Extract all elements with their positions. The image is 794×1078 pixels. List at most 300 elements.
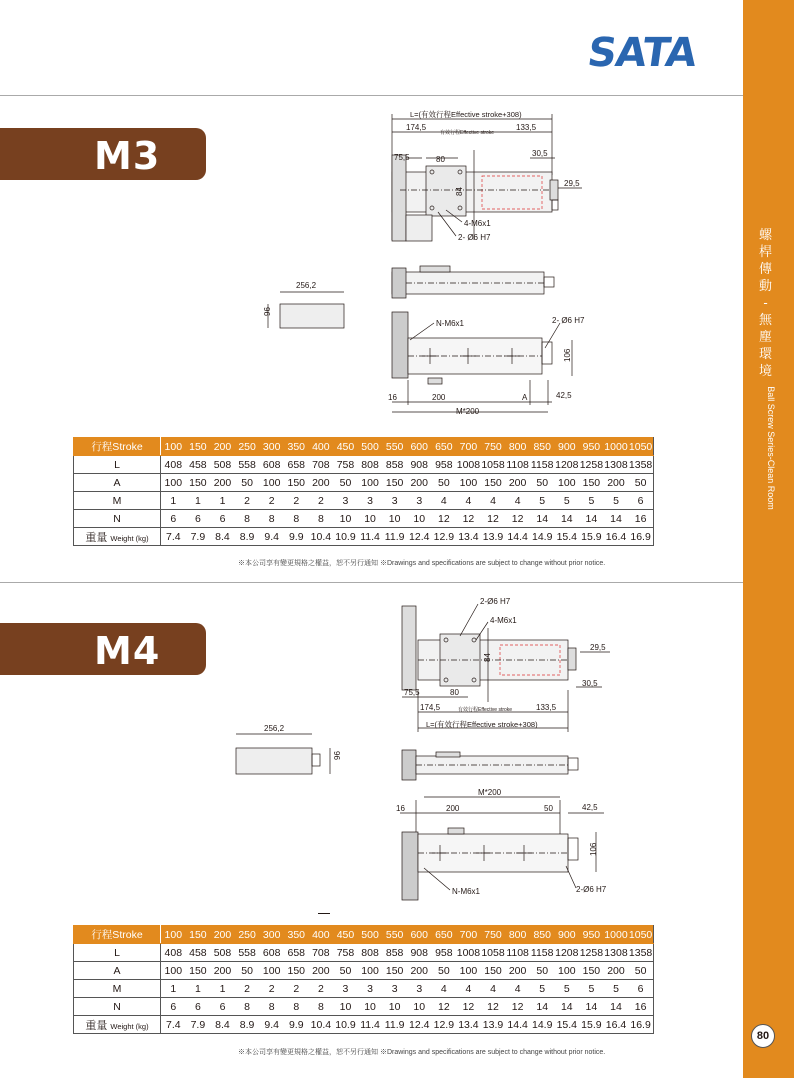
table-cell: 13.9 — [481, 528, 506, 546]
table-cell: 1058 — [481, 456, 506, 474]
hole-pin: 2-Ø6 H7 — [480, 597, 511, 606]
dim-133-5: 133,5 — [536, 703, 557, 712]
table-cell: 1 — [186, 492, 211, 510]
table-cell: 2 — [284, 980, 309, 998]
sidebar-title-en: Ball Screw Series-Clean Room — [766, 386, 776, 510]
dim-96: 96 — [333, 751, 342, 760]
table-cell: 13.4 — [456, 528, 481, 546]
table-header-row — [74, 438, 654, 456]
table-cell: 508 — [210, 456, 235, 474]
table-cell: 6 — [161, 510, 186, 528]
dim-M200: M*200 — [456, 407, 480, 416]
stroke-col: 1000 — [604, 438, 629, 456]
dim-96: 96 — [263, 307, 272, 316]
stroke-col: 650 — [432, 438, 457, 456]
table-cell: 9.9 — [284, 1016, 309, 1034]
table-cell: 708 — [309, 944, 334, 962]
table-cell: 50 — [432, 962, 457, 980]
table-cell: 1 — [186, 980, 211, 998]
table-cell: 1008 — [456, 944, 481, 962]
table-cell: 15.4 — [555, 1016, 580, 1034]
sata-logo: SATA — [584, 30, 700, 76]
stroke-col: 950 — [579, 438, 604, 456]
table-cell: 16 — [628, 998, 653, 1016]
table-cell: 1058 — [481, 944, 506, 962]
table-cell: 8 — [284, 510, 309, 528]
table-cell: 100 — [259, 962, 284, 980]
model-banner-m4 — [0, 623, 206, 675]
table-cell: 408 — [161, 944, 186, 962]
table-cell: 1108 — [505, 456, 530, 474]
table-cell: 14 — [530, 510, 555, 528]
table-cell: 200 — [309, 962, 334, 980]
table-cell: 100 — [358, 962, 383, 980]
stroke-col: 400 — [309, 438, 334, 456]
stroke-col: 600 — [407, 926, 432, 944]
table-cell: 14.9 — [530, 1016, 555, 1034]
table-cell: 6 — [186, 998, 211, 1016]
table-cell: 13.9 — [481, 1016, 506, 1034]
stroke-col: 850 — [530, 438, 555, 456]
dim-L: L=(有效行程Effective stroke+308) — [426, 720, 538, 729]
dim-174-5: 174,5 — [406, 123, 427, 132]
table-cell: 50 — [333, 962, 358, 980]
dim-29-5: 29,5 — [564, 179, 580, 188]
table-cell: 908 — [407, 944, 432, 962]
table-cell: 50 — [235, 474, 260, 492]
table-cell: 14 — [604, 998, 629, 1016]
stroke-col: 700 — [456, 438, 481, 456]
table-cell: 12.4 — [407, 528, 432, 546]
table-cell: 6 — [161, 998, 186, 1016]
table-cell: 458 — [186, 456, 211, 474]
table-cell: 6 — [210, 998, 235, 1016]
table-cell: 100 — [456, 474, 481, 492]
table-cell: 8 — [235, 510, 260, 528]
table-cell: 12 — [456, 998, 481, 1016]
stroke-col: 250 — [235, 438, 260, 456]
table-cell: 5 — [530, 980, 555, 998]
table-cell: 10 — [358, 510, 383, 528]
dim-133-5: 133,5 — [516, 123, 537, 132]
weight-label-en: Weight (kg) — [110, 533, 149, 543]
table-cell: 5 — [555, 980, 580, 998]
stroke-col: 550 — [382, 926, 407, 944]
table-row — [74, 510, 654, 528]
table-cell: 10.4 — [309, 1016, 334, 1034]
table-cell: 9.9 — [284, 528, 309, 546]
stroke-col: 850 — [530, 926, 555, 944]
table-cell: 12 — [432, 998, 457, 1016]
table-cell: 14 — [555, 998, 580, 1016]
table-row — [74, 474, 654, 492]
row-label: M — [74, 980, 161, 998]
table-cell: 4 — [456, 492, 481, 510]
dim-L: L=(有效行程Effective stroke+308) — [410, 110, 522, 119]
hole-m6: 4-M6x1 — [464, 219, 491, 228]
table-cell: 12 — [505, 510, 530, 528]
table-cell: 100 — [358, 474, 383, 492]
table-row — [74, 980, 654, 998]
table-cell: 408 — [161, 456, 186, 474]
table-cell: 150 — [284, 962, 309, 980]
table-cell: 200 — [604, 962, 629, 980]
stroke-col: 1000 — [604, 926, 629, 944]
table-cell: 4 — [481, 980, 506, 998]
table-cell: 1308 — [604, 944, 629, 962]
table-cell: 8.4 — [210, 528, 235, 546]
table-cell: 608 — [259, 944, 284, 962]
table-cell: 3 — [358, 492, 383, 510]
table-cell: 1158 — [530, 944, 555, 962]
table-cell: 5 — [604, 980, 629, 998]
m3-technical-drawing — [250, 105, 600, 425]
dim-174-5: 174,5 — [420, 703, 441, 712]
table-cell: 12.9 — [432, 1016, 457, 1034]
table-cell: 1208 — [555, 456, 580, 474]
dim-80: 80 — [436, 155, 445, 164]
m4-table-body — [74, 944, 654, 1034]
table-cell: 200 — [505, 962, 530, 980]
sidebar-title-cn: 螺桿傳動 - 無塵環境 — [758, 227, 773, 378]
table-cell: 8.9 — [235, 1016, 260, 1034]
table-cell: 5 — [579, 492, 604, 510]
page-number: 80 — [751, 1024, 775, 1048]
dim-effective-stroke: 有效行程Effective stroke — [440, 130, 495, 136]
n-m6: N-M6x1 — [436, 319, 465, 328]
table-cell: 200 — [210, 962, 235, 980]
table-cell: 10 — [333, 998, 358, 1016]
row-label: L — [74, 456, 161, 474]
table-cell: 200 — [505, 474, 530, 492]
table-cell: 14 — [604, 510, 629, 528]
dim-80: 80 — [450, 688, 459, 697]
stroke-col: 1050 — [628, 438, 653, 456]
table-cell: 1358 — [628, 456, 653, 474]
stroke-col: 650 — [432, 926, 457, 944]
m4-spec-table — [73, 925, 654, 1034]
table-cell: 708 — [309, 456, 334, 474]
stroke-col: 100 — [161, 926, 186, 944]
table-cell: 12 — [481, 510, 506, 528]
table-cell: 50 — [235, 962, 260, 980]
pin-right: 2- Ø6 H7 — [552, 316, 585, 325]
table-cell: 458 — [186, 944, 211, 962]
stroke-col: 250 — [235, 926, 260, 944]
table-cell: 9.4 — [259, 528, 284, 546]
table-cell: 1308 — [604, 456, 629, 474]
table-cell: 12 — [432, 510, 457, 528]
stroke-col: 500 — [358, 926, 383, 944]
table-cell: 11.4 — [358, 528, 383, 546]
dim-29-5: 29,5 — [590, 643, 606, 652]
row-label: A — [74, 474, 161, 492]
dim-50: 50 — [544, 804, 553, 813]
table-cell: 4 — [432, 492, 457, 510]
table-cell: 758 — [333, 944, 358, 962]
table-cell: 8.4 — [210, 1016, 235, 1034]
stroke-col: 100 — [161, 438, 186, 456]
table-cell: 4 — [432, 980, 457, 998]
table-cell: 5 — [555, 492, 580, 510]
table-row — [74, 944, 654, 962]
table-cell: 4 — [505, 980, 530, 998]
stroke-col: 800 — [505, 926, 530, 944]
table-cell: 8 — [259, 998, 284, 1016]
table-cell: 858 — [382, 456, 407, 474]
table-cell: 3 — [358, 980, 383, 998]
stroke-col: 800 — [505, 438, 530, 456]
table-cell: 16.9 — [628, 528, 653, 546]
table-cell: 3 — [382, 980, 407, 998]
table-cell: 4 — [456, 980, 481, 998]
stroke-col: 700 — [456, 926, 481, 944]
dim-16: 16 — [396, 804, 405, 813]
table-cell: 1 — [161, 492, 186, 510]
stroke-col: 550 — [382, 438, 407, 456]
table-cell: 608 — [259, 456, 284, 474]
table-cell: 10 — [407, 998, 432, 1016]
table-header-row — [74, 926, 654, 944]
stroke-label: 行程Stroke — [74, 926, 161, 944]
table-cell: 50 — [530, 962, 555, 980]
table-cell: 808 — [358, 456, 383, 474]
table-cell: 6 — [628, 980, 653, 998]
table-cell: 1258 — [579, 456, 604, 474]
table-cell: 200 — [210, 474, 235, 492]
table-cell: 100 — [456, 962, 481, 980]
table-cell: 10.4 — [309, 528, 334, 546]
table-cell: 15.4 — [555, 528, 580, 546]
weight-label-en: Weight (kg) — [110, 1021, 149, 1031]
table-cell: 13.4 — [456, 1016, 481, 1034]
table-cell: 10.9 — [333, 1016, 358, 1034]
table-cell: 5 — [579, 980, 604, 998]
model-title: M3 — [94, 134, 161, 178]
table-cell: 12 — [505, 998, 530, 1016]
stroke-col: 900 — [555, 926, 580, 944]
dim-42-5: 42,5 — [582, 803, 598, 812]
stroke-col: 1050 — [628, 926, 653, 944]
row-label: M — [74, 492, 161, 510]
table-cell: 50 — [432, 474, 457, 492]
table-cell: 100 — [555, 962, 580, 980]
stroke-col: 900 — [555, 438, 580, 456]
weight-label-cn: 重量 — [85, 531, 108, 544]
table-cell: 658 — [284, 456, 309, 474]
row-label — [74, 1016, 161, 1034]
table-cell: 6 — [628, 492, 653, 510]
table-cell: 8 — [309, 510, 334, 528]
model-title: M4 — [94, 629, 161, 673]
table-cell: 10 — [333, 510, 358, 528]
table-cell: 10.9 — [333, 528, 358, 546]
table-cell: 12 — [456, 510, 481, 528]
stroke-col: 200 — [210, 926, 235, 944]
table-cell: 858 — [382, 944, 407, 962]
table-cell: 100 — [161, 962, 186, 980]
table-cell: 100 — [161, 474, 186, 492]
table-cell: 150 — [284, 474, 309, 492]
table-cell: 2 — [309, 980, 334, 998]
table-cell: 8 — [235, 998, 260, 1016]
table-cell: 958 — [432, 456, 457, 474]
stroke-col: 350 — [284, 926, 309, 944]
table-cell: 15.9 — [579, 528, 604, 546]
table-cell: 7.4 — [161, 1016, 186, 1034]
dim-200: 200 — [446, 804, 460, 813]
table-cell: 11.4 — [358, 1016, 383, 1034]
dim-16: 16 — [388, 393, 397, 402]
hole-pin: 2- Ø6 H7 — [458, 233, 491, 242]
table-cell: 2 — [309, 492, 334, 510]
row-label: A — [74, 962, 161, 980]
table-cell: 150 — [579, 474, 604, 492]
table-cell: 11.9 — [382, 1016, 407, 1034]
m3-spec-table — [73, 437, 654, 546]
stroke-col: 150 — [186, 438, 211, 456]
table-row — [74, 456, 654, 474]
table-cell: 14 — [579, 510, 604, 528]
dim-106: 106 — [589, 842, 598, 856]
table-cell: 10 — [358, 998, 383, 1016]
table-cell: 14 — [530, 998, 555, 1016]
table-cell: 1258 — [579, 944, 604, 962]
table-cell: 2 — [259, 980, 284, 998]
table-cell: 200 — [309, 474, 334, 492]
table-cell: 15.9 — [579, 1016, 604, 1034]
dim-84: 84 — [455, 187, 464, 196]
disclaimer-note: ※本公司享有變更規格之權益，恕不另行通知 ※Drawings and specifications are subject to change without prior notice. — [238, 560, 606, 567]
dim-75-5: 75,5 — [394, 153, 410, 162]
table-cell: 1358 — [628, 944, 653, 962]
row-label: N — [74, 510, 161, 528]
model-banner-m3 — [0, 128, 206, 180]
dim-42-5: 42,5 — [556, 391, 572, 400]
hole-m6: 4-M6x1 — [490, 616, 517, 625]
table-cell: 7.4 — [161, 528, 186, 546]
table-cell: 4 — [505, 492, 530, 510]
table-cell: 6 — [210, 510, 235, 528]
short-dash — [318, 913, 330, 914]
dim-M200: M*200 — [478, 788, 502, 797]
dim-A: A — [522, 393, 528, 402]
table-cell: 958 — [432, 944, 457, 962]
table-cell: 12.9 — [432, 528, 457, 546]
stroke-col: 200 — [210, 438, 235, 456]
table-cell: 7.9 — [186, 528, 211, 546]
table-cell: 3 — [333, 980, 358, 998]
table-cell: 2 — [235, 980, 260, 998]
table-cell: 1 — [210, 980, 235, 998]
table-cell: 200 — [604, 474, 629, 492]
stroke-col: 950 — [579, 926, 604, 944]
row-label: N — [74, 998, 161, 1016]
table-cell: 14.4 — [505, 1016, 530, 1034]
table-cell: 1158 — [530, 456, 555, 474]
table-cell: 8 — [309, 998, 334, 1016]
table-cell: 7.9 — [186, 1016, 211, 1034]
stroke-col: 350 — [284, 438, 309, 456]
table-cell: 11.9 — [382, 528, 407, 546]
dim-256-2: 256,2 — [264, 724, 285, 733]
dim-30-5: 30,5 — [532, 149, 548, 158]
stroke-col: 450 — [333, 438, 358, 456]
stroke-col: 400 — [309, 926, 334, 944]
table-cell: 658 — [284, 944, 309, 962]
table-cell: 1208 — [555, 944, 580, 962]
table-cell: 16 — [628, 510, 653, 528]
table-cell: 200 — [407, 962, 432, 980]
table-cell: 808 — [358, 944, 383, 962]
weight-label-cn: 重量 — [85, 1019, 108, 1032]
table-cell: 1108 — [505, 944, 530, 962]
table-cell: 10 — [407, 510, 432, 528]
dim-200: 200 — [432, 393, 446, 402]
table-cell: 5 — [604, 492, 629, 510]
table-cell: 50 — [628, 962, 653, 980]
table-cell: 558 — [235, 944, 260, 962]
table-cell: 558 — [235, 456, 260, 474]
row-label — [74, 528, 161, 546]
table-cell: 3 — [382, 492, 407, 510]
separator-top — [0, 95, 743, 96]
table-cell: 2 — [235, 492, 260, 510]
table-cell: 1008 — [456, 456, 481, 474]
disclaimer-note: ※本公司享有變更規格之權益，恕不另行通知 ※Drawings and specifications are subject to change without prior notice. — [238, 1049, 606, 1056]
table-cell: 3 — [333, 492, 358, 510]
table-cell: 12.4 — [407, 1016, 432, 1034]
table-cell: 12 — [481, 998, 506, 1016]
m4-technical-drawing — [230, 594, 620, 904]
dim-84: 84 — [483, 653, 492, 662]
table-cell: 14 — [579, 998, 604, 1016]
table-row — [74, 998, 654, 1016]
table-cell: 150 — [481, 474, 506, 492]
table-cell: 5 — [530, 492, 555, 510]
table-cell: 200 — [407, 474, 432, 492]
table-cell: 14.9 — [530, 528, 555, 546]
stroke-col: 500 — [358, 438, 383, 456]
table-row — [74, 1016, 654, 1034]
n-m6: N-M6x1 — [452, 887, 481, 896]
table-cell: 1 — [161, 980, 186, 998]
table-cell: 100 — [259, 474, 284, 492]
table-cell: 508 — [210, 944, 235, 962]
dim-256-2: 256,2 — [296, 281, 317, 290]
table-cell: 14 — [555, 510, 580, 528]
table-cell: 3 — [407, 980, 432, 998]
row-label: L — [74, 944, 161, 962]
stroke-col: 300 — [259, 438, 284, 456]
stroke-col: 600 — [407, 438, 432, 456]
dim-106: 106 — [563, 348, 572, 362]
table-cell: 2 — [284, 492, 309, 510]
table-cell: 758 — [333, 456, 358, 474]
pin-right: 2-Ø6 H7 — [576, 885, 607, 894]
table-cell: 3 — [407, 492, 432, 510]
stroke-col: 300 — [259, 926, 284, 944]
table-cell: 2 — [259, 492, 284, 510]
table-cell: 9.4 — [259, 1016, 284, 1034]
stroke-col: 150 — [186, 926, 211, 944]
table-cell: 150 — [481, 962, 506, 980]
table-cell: 6 — [186, 510, 211, 528]
table-cell: 1 — [210, 492, 235, 510]
table-row — [74, 962, 654, 980]
table-cell: 16.9 — [628, 1016, 653, 1034]
table-row — [74, 528, 654, 546]
